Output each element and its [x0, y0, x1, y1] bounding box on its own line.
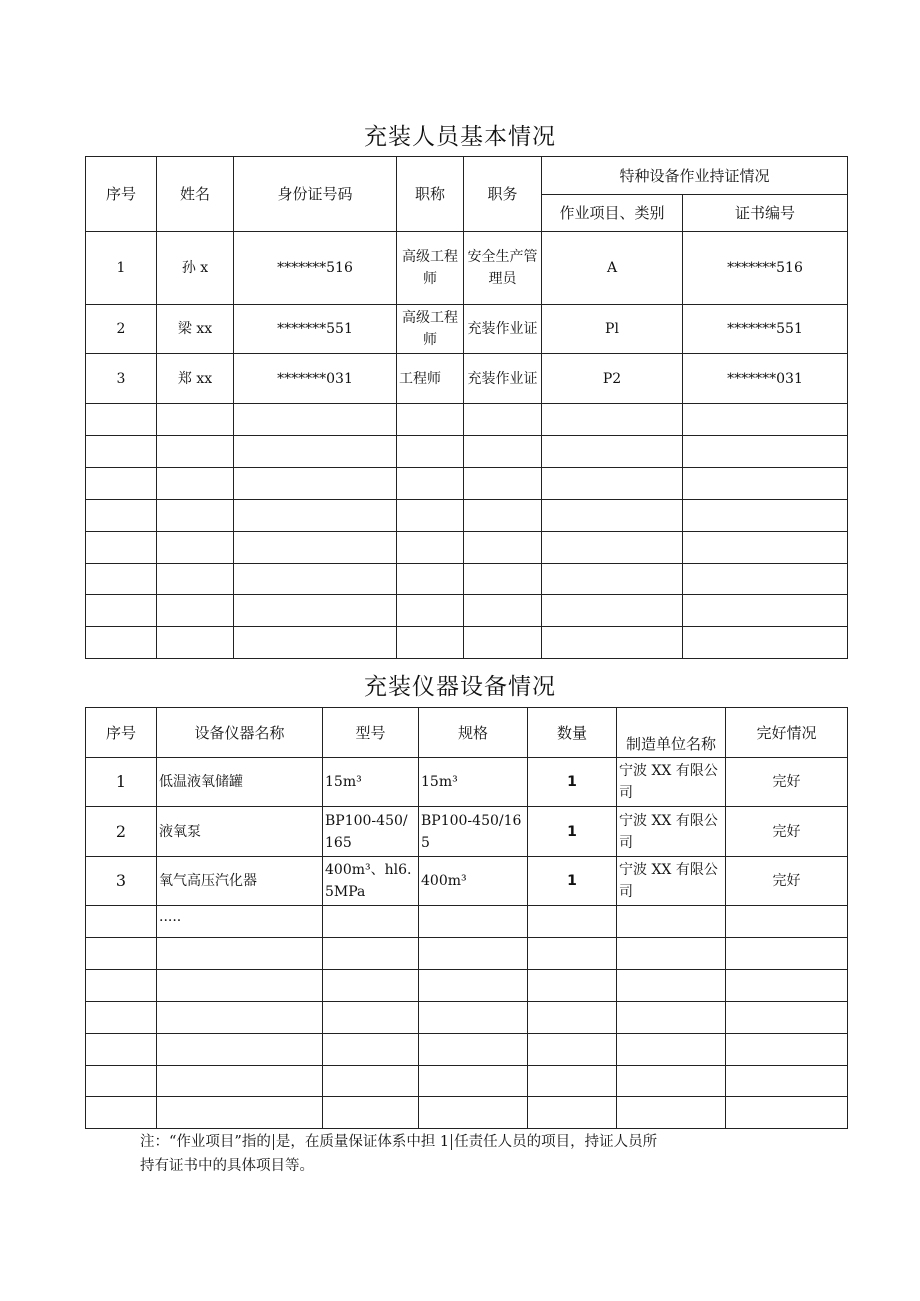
cell-cert-item: P2 — [542, 354, 683, 404]
cell-condition: 完好 — [726, 807, 848, 857]
header-id-number: 身份证号码 — [234, 157, 397, 232]
equipment-table — [85, 707, 848, 1129]
header-cert-group: 特种设备作业持证情况 — [542, 157, 848, 195]
cell-name: 郑 xx — [157, 354, 234, 404]
empty-row — [86, 500, 848, 532]
header-qty: 数量 — [528, 708, 617, 758]
cell-name: 梁 xx — [157, 305, 234, 354]
cell-name: 孙 x — [157, 232, 234, 305]
cell-rank: 高级工程师 — [397, 305, 464, 354]
cell-equipment-name: 氧气高压汽化器 — [157, 857, 323, 906]
ellipsis-text: ..... — [157, 906, 323, 938]
cell-qty: 1 — [528, 758, 617, 807]
empty-row — [86, 436, 848, 468]
table-row — [86, 758, 848, 807]
table-row — [86, 232, 848, 305]
cell-maker: 宁波 XX 有限公司 — [617, 758, 726, 807]
cell-seq: 3 — [86, 857, 157, 906]
cell-cert-item: Pl — [542, 305, 683, 354]
cell-model: 15m³ — [323, 758, 419, 807]
cell-id-number: *******551 — [234, 305, 397, 354]
header-duty: 职务 — [464, 157, 542, 232]
cell-seq: 3 — [86, 354, 157, 404]
personnel-title: 充装人员基本情况 — [364, 124, 556, 150]
cell-model: 400m³、hl6.5MPa — [323, 857, 419, 906]
empty-row — [86, 1097, 848, 1129]
empty-row — [86, 532, 848, 564]
equipment-header-row — [86, 708, 848, 758]
footnote-part-1: 注：“作业项目”指的 — [140, 1134, 271, 1150]
cell-rank: 高级工程师 — [397, 232, 464, 305]
cell-cert-no: *******516 — [683, 232, 848, 305]
header-spec: 规格 — [419, 708, 528, 758]
footnote-part-3: 任责任人员的项目，持证人员所 — [454, 1134, 658, 1150]
empty-row — [86, 1066, 848, 1097]
header-name: 姓名 — [157, 157, 234, 232]
cell-spec: 400m³ — [419, 857, 528, 906]
footnote-line-1 — [140, 1130, 780, 1154]
cell-spec: BP100-450/165 — [419, 807, 528, 857]
cell-condition: 完好 — [726, 758, 848, 807]
cell-qty: 1 — [528, 807, 617, 857]
cell-duty: 安全生产管理员 — [464, 232, 542, 305]
cell-cert-no: *******031 — [683, 354, 848, 404]
cell-maker: 宁波 XX 有限公司 — [617, 807, 726, 857]
header-model: 型号 — [323, 708, 419, 758]
cell-seq: 1 — [86, 758, 157, 807]
cell-duty: 充装作业证 — [464, 305, 542, 354]
table-row — [86, 807, 848, 857]
empty-row — [86, 938, 848, 970]
header-condition: 完好情况 — [726, 708, 848, 758]
empty-row — [86, 1002, 848, 1034]
empty-row — [86, 595, 848, 627]
empty-row — [86, 564, 848, 595]
header-cert-item: 作业项目、类别 — [542, 195, 683, 232]
empty-row — [86, 970, 848, 1002]
footnote-line-2: 持有证书中的具体项目等。 — [140, 1158, 314, 1174]
cell-cert-item: A — [542, 232, 683, 305]
header-seq: 序号 — [86, 708, 157, 758]
personnel-table — [85, 156, 848, 659]
empty-row — [86, 404, 848, 436]
empty-row — [86, 906, 848, 938]
footnote-part-2: 是，在质量保证体系中担 1 — [275, 1134, 450, 1150]
empty-row — [86, 627, 848, 659]
cell-duty: 充装作业证 — [464, 354, 542, 404]
cell-seq: 2 — [86, 305, 157, 354]
cell-qty: 1 — [528, 857, 617, 906]
cell-cert-no: *******551 — [683, 305, 848, 354]
footnote — [140, 1130, 780, 1178]
table-row — [86, 857, 848, 906]
cell-condition: 完好 — [726, 857, 848, 906]
cell-spec: 15m³ — [419, 758, 528, 807]
header-equipment-name: 设备仪器名称 — [157, 708, 323, 758]
personnel-header-row — [86, 157, 848, 195]
cell-seq: 1 — [86, 232, 157, 305]
cell-maker: 宁波 XX 有限公司 — [617, 857, 726, 906]
header-seq: 序号 — [86, 157, 157, 232]
table-row — [86, 305, 848, 354]
header-maker: 制造单位名称 — [617, 708, 726, 758]
cell-id-number: *******516 — [234, 232, 397, 305]
header-cert-no: 证书编号 — [683, 195, 848, 232]
cell-rank: 工程师 — [397, 354, 464, 404]
empty-row — [86, 1034, 848, 1066]
header-rank: 职称 — [397, 157, 464, 232]
empty-row — [86, 468, 848, 500]
table-row — [86, 354, 848, 404]
cell-equipment-name: 低温液氧储罐 — [157, 758, 323, 807]
cell-model: BP100-450/165 — [323, 807, 419, 857]
equipment-title: 充装仪器设备情况 — [364, 674, 556, 700]
cell-id-number: *******031 — [234, 354, 397, 404]
cell-equipment-name: 液氧泵 — [157, 807, 323, 857]
cell-seq: 2 — [86, 807, 157, 857]
